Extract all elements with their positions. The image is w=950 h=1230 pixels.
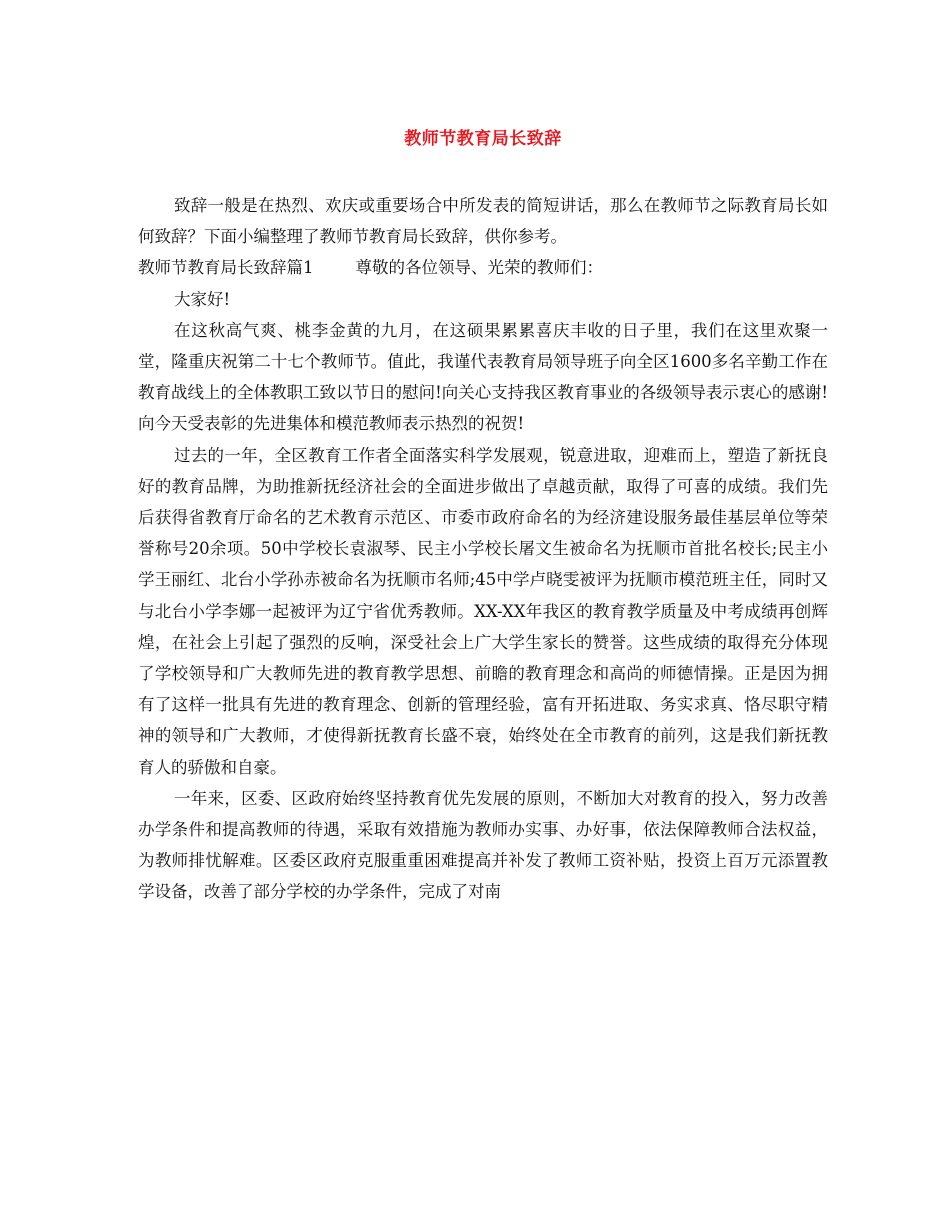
section-heading-line bbox=[138, 252, 828, 283]
intro-paragraph: 致辞一般是在热烈、欢庆或重要场合中所发表的简短讲话，那么在教师节之际教育局长如何致辞？下面小编整理了教师节教育局长致辞，供你参考。 bbox=[138, 196, 828, 247]
document-title: 教师节教育局长致辞 bbox=[404, 129, 562, 149]
section-heading: 教师节教育局长致辞篇1 bbox=[138, 258, 314, 278]
body-paragraph-2: 过去的一年，全区教育工作者全面落实科学发展观，锐意进取，迎难而上，塑造了新抚良好的教育品牌，为助推新抚经济社会的全面进步做出了卓越贡献，取得了可喜的成绩。我们先后获得省教育厅命名的艺术教育示范区、市委市政府命名的为经济建设服务最佳基层单位等荣誉称号20余项。50中学校长袁淑琴、民主小学校长屠文生被命名为抚顺市首批名校长;民主小学王丽红、北台小学孙赤被命名为抚顺市名师;45中学卢晓雯被评为抚顺市模范班主任，同时又与北台小学李娜一起被评为辽宁省优秀教师。XX-XX年我区的教育教学质量及中考成绩再创辉煌，在社会上引起了强烈的反响，深受社会上广大学生家长的赞誉。这些成绩的取得充分体现了学校领导和广大教师先进的教育教学思想、前瞻的教育理念和高尚的师德情操。正是因为拥有了这样一批具有先进的教育理念、创新的管理经验，富有开拓进取、务实求真、恪尽职守精神的领导和广大教师，才使得新抚教育长盛不衰，始终处在全市教育的前列，这是我们新抚教育人的骄傲和自豪。 bbox=[138, 445, 828, 777]
body-paragraph-1: 在这秋高气爽、桃李金黄的九月，在这硕果累累喜庆丰收的日子里，我们在这里欢聚一堂，隆重庆祝第二十七个教师节。值此，我谨代表教育局领导班子向全区1600多名辛勤工作在教育战线上的全体教职工致以节日的慰问!向关心支持我区教育事业的各级领导表示衷心的感谢!向今天受表彰的先进集体和模范教师表示热烈的祝贺! bbox=[138, 320, 828, 434]
document-body bbox=[138, 190, 828, 908]
body-paragraph-3: 一年来，区委、区政府始终坚持教育优先发展的原则，不断加大对教育的投入，努力改善办学条件和提高教师的待遇，采取有效措施为教师办实事、办好事，依法保障教师合法权益，为教师排忧解难。区委区政府克服重重困难提高并补发了教师工资补贴，投资上百万元添置教学设备，改善了部分学校的办学条件，完成了对南 bbox=[138, 788, 828, 902]
salutation: 尊敬的各位领导、光荣的教师们： bbox=[355, 258, 603, 278]
greeting: 大家好! bbox=[174, 289, 231, 309]
